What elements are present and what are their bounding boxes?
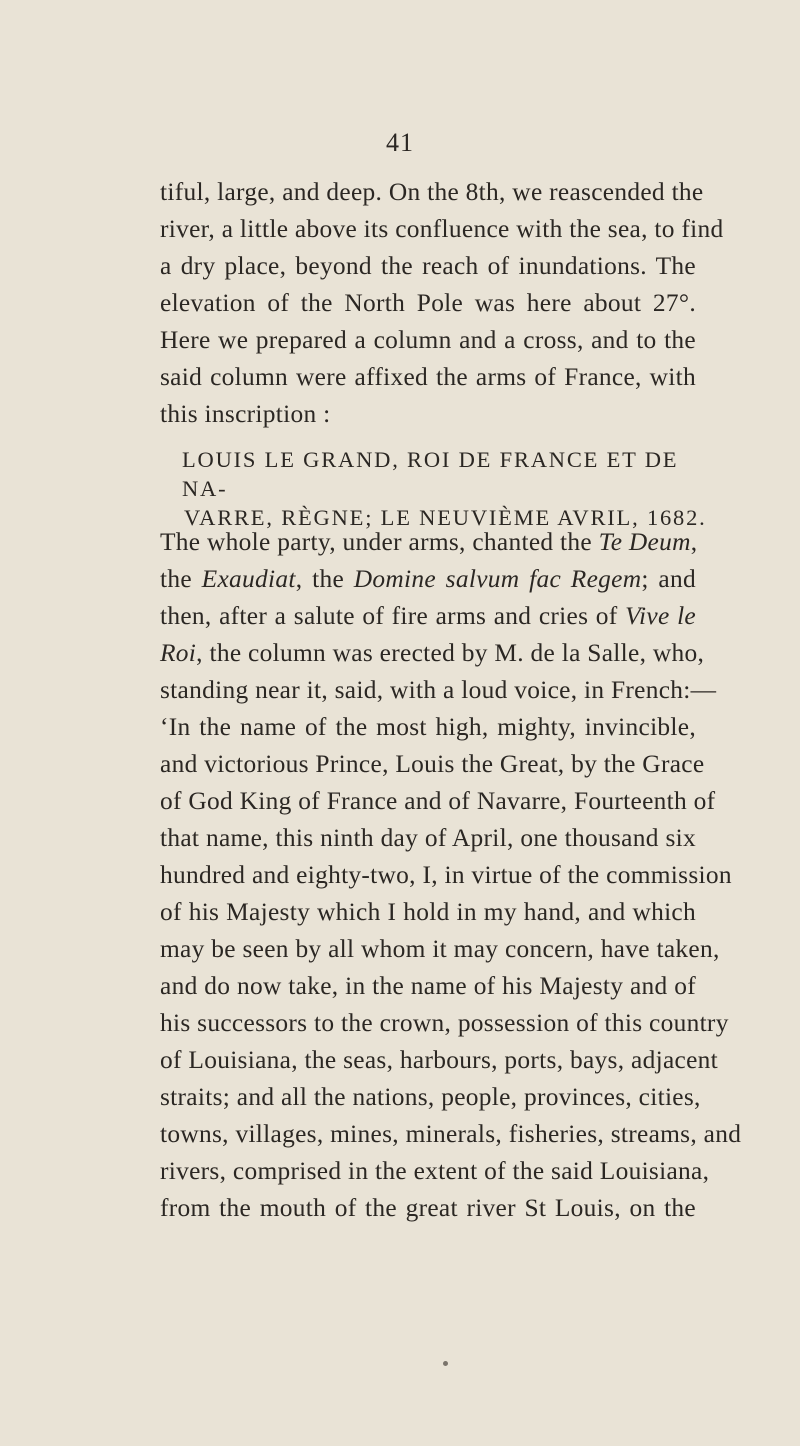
text-line: from the mouth of the great river St Louis, on the	[160, 1194, 696, 1222]
text-line: and victorious Prince, Louis the Great, by the Grace	[160, 750, 705, 778]
text-line	[160, 598, 696, 635]
italic-run: Vive le	[625, 602, 696, 630]
text-run: The whole party, under arms, chanted the	[160, 528, 599, 556]
text-line: this inscription :	[160, 400, 331, 428]
text-line: that name, this ninth day of April, one thousand six	[160, 824, 696, 852]
text-line: straits; and all the nations, people, provinces, cities,	[160, 1083, 701, 1111]
text-line: tiful, large, and deep. On the 8th, we reascended the	[160, 178, 704, 206]
text-line: Here we prepared a column and a cross, and to the	[160, 326, 696, 354]
inscription	[182, 445, 712, 532]
text-run: , the	[295, 565, 354, 593]
text-line	[160, 561, 696, 598]
text-run: ; and	[641, 565, 696, 593]
italic-run: Exaudiat	[201, 565, 296, 593]
text-line: elevation of the North Pole was here about 27°.	[160, 289, 696, 317]
italic-run: Roi	[160, 639, 197, 667]
italic-run: Te Deum	[598, 528, 691, 556]
text-line: said column were affixed the arms of France, with	[160, 363, 696, 391]
text-line: rivers, comprised in the extent of the said Louisiana,	[160, 1157, 710, 1185]
text-line: and do now take, in the name of his Majesty and of	[160, 972, 696, 1000]
page-number: 41	[386, 128, 414, 157]
inscription-line: VARRE, RÈGNE; LE NEUVIÈME AVRIL, 1682.	[184, 505, 707, 530]
text-line	[160, 635, 705, 672]
text-line: of his Majesty which I hold in my hand, and which	[160, 898, 696, 926]
text-line: a dry place, beyond the reach of inundations. The	[160, 252, 696, 280]
italic-run: Domine salvum fac Regem	[353, 565, 642, 593]
text-line: ‘In the name of the most high, mighty, invincible,	[160, 713, 696, 741]
paragraph-2	[160, 524, 742, 1227]
text-run: then, after a salute of fire arms and cries of	[160, 602, 626, 630]
text-line	[160, 524, 696, 561]
text-line: river, a little above its confluence with the sea, to find	[160, 215, 724, 243]
text-line: his successors to the crown, possession of this country	[160, 1009, 729, 1037]
text-line: of Louisiana, the seas, harbours, ports, bays, adjacent	[160, 1046, 719, 1074]
text-line: hundred and eighty-two, I, in virtue of the commission	[160, 861, 732, 889]
text-line: towns, villages, mines, minerals, fisheries, streams, and	[160, 1120, 742, 1148]
inscription-line: LOUIS LE GRAND, ROI DE FRANCE ET DE NA-	[182, 447, 679, 501]
text-run: the	[160, 565, 202, 593]
text-line: may be seen by all whom it may concern, have taken,	[160, 935, 720, 963]
printer-mark-dot	[443, 1361, 448, 1366]
text-run: , the column was erected by M. de la Salle, who,	[196, 639, 705, 667]
text-line: standing near it, said, with a loud voice, in French:—	[160, 676, 717, 704]
text-run: ,	[690, 528, 698, 556]
text-line: of God King of France and of Navarre, Fourteenth of	[160, 787, 716, 815]
paragraph-1	[160, 174, 724, 433]
